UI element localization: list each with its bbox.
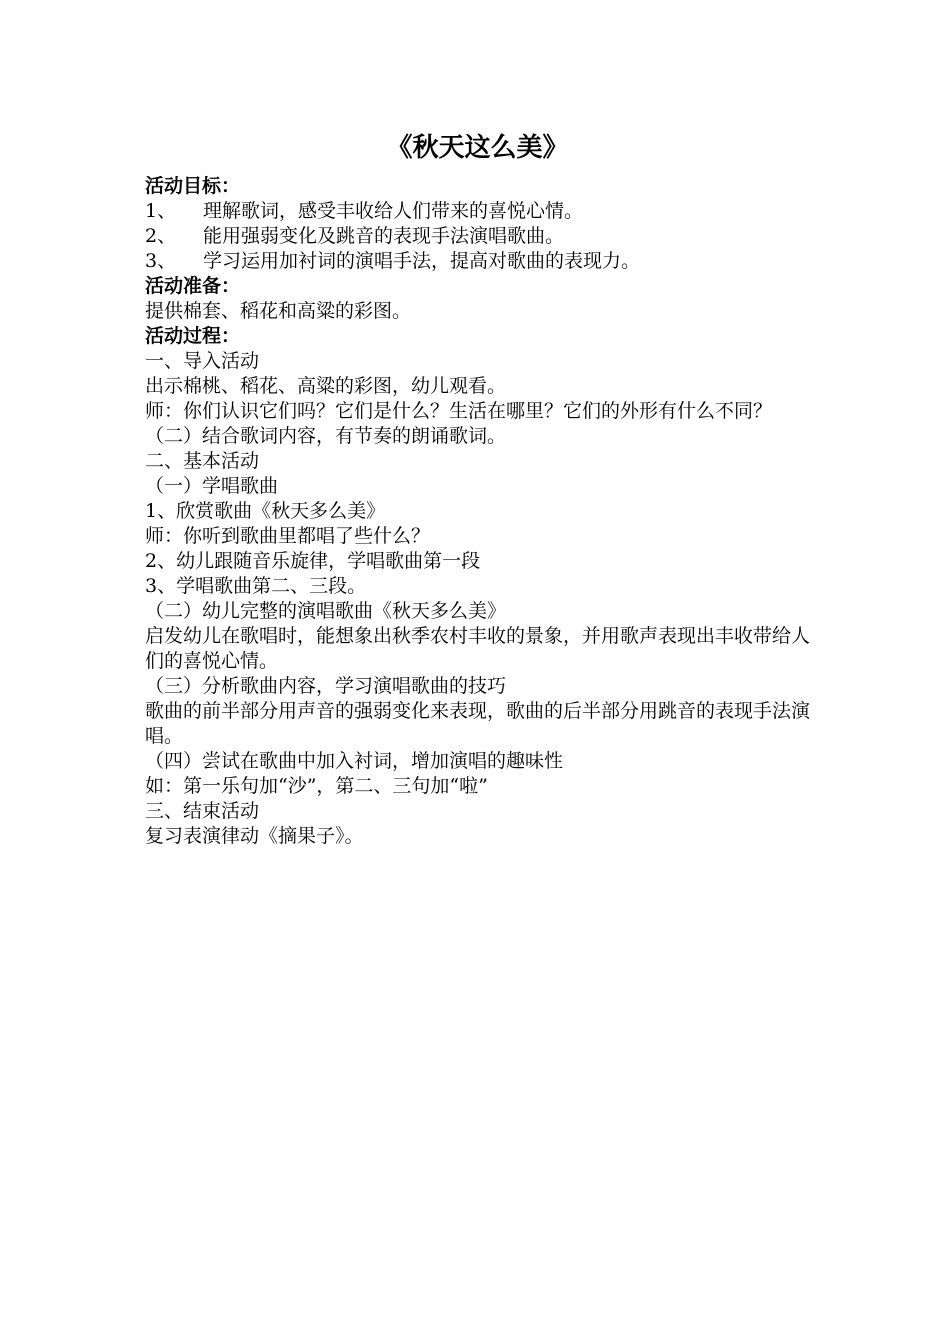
goal-item [145, 199, 810, 224]
goal-number: 1、 [145, 200, 177, 222]
subsection-heading: （二）幼儿完整的演唱歌曲《秋天多么美》 [145, 600, 507, 622]
goal-item [145, 249, 810, 274]
subsection-heading: （三）分析歌曲内容，学习演唱歌曲的技巧 [145, 675, 507, 697]
paragraph: 出示棉桃、稻花、高粱的彩图，幼儿观看。 [145, 375, 507, 397]
paragraph: （二）结合歌词内容，有节奏的朗诵歌词。 [145, 425, 507, 447]
goal-text: 能用强弱变化及跳音的表现手法演唱歌曲。 [203, 225, 565, 247]
goal-number: 2、 [145, 225, 177, 247]
section-heading-basic: 二、基本活动 [145, 450, 260, 472]
section-heading-intro: 一、导入活动 [145, 350, 260, 372]
subsection-heading: （一）学唱歌曲 [145, 475, 279, 497]
paragraph: 3、学唱歌曲第二、三段。 [145, 575, 367, 597]
goal-number: 3、 [145, 250, 177, 272]
paragraph: 如：第一乐句加“沙”，第二、三句加“啦” [145, 775, 488, 797]
subsection-heading: （四）尝试在歌曲中加入衬词，增加演唱的趣味性 [145, 750, 564, 772]
prep-text: 提供棉套、稻花和高粱的彩图。 [145, 300, 412, 322]
goal-item [145, 224, 810, 249]
document-body [145, 128, 810, 849]
goal-text: 学习运用加衬词的演唱手法，提高对歌曲的表现力。 [203, 250, 641, 272]
paragraph: 启发幼儿在歌唱时，能想象出秋季农村丰收的景象，并用歌声表现出丰收带给人们的喜悦心情。 [145, 625, 811, 672]
paragraph: 2、幼儿跟随音乐旋律，学唱歌曲第一段 [145, 550, 481, 572]
paragraph: 师：你听到歌曲里都唱了些什么？ [145, 525, 431, 547]
section-heading-end: 三、结束活动 [145, 800, 260, 822]
paragraph: 歌曲的前半部分用声音的强弱变化来表现，歌曲的后半部分用跳音的表现手法演唱。 [145, 700, 811, 747]
document-title: 《秋天这么美》 [386, 133, 569, 163]
prep-heading: 活动准备： [145, 275, 241, 297]
goals-heading: 活动目标： [145, 175, 241, 197]
paragraph: 师：你们认识它们吗？它们是什么？生活在哪里？它们的外形有什么不同？ [145, 400, 773, 422]
paragraph: 1、欣赏歌曲《秋天多么美》 [145, 500, 386, 522]
paragraph: 复习表演律动《摘果子》。 [145, 825, 364, 847]
goal-text: 理解歌词，感受丰收给人们带来的喜悦心情。 [203, 200, 584, 222]
process-heading: 活动过程： [145, 325, 241, 347]
